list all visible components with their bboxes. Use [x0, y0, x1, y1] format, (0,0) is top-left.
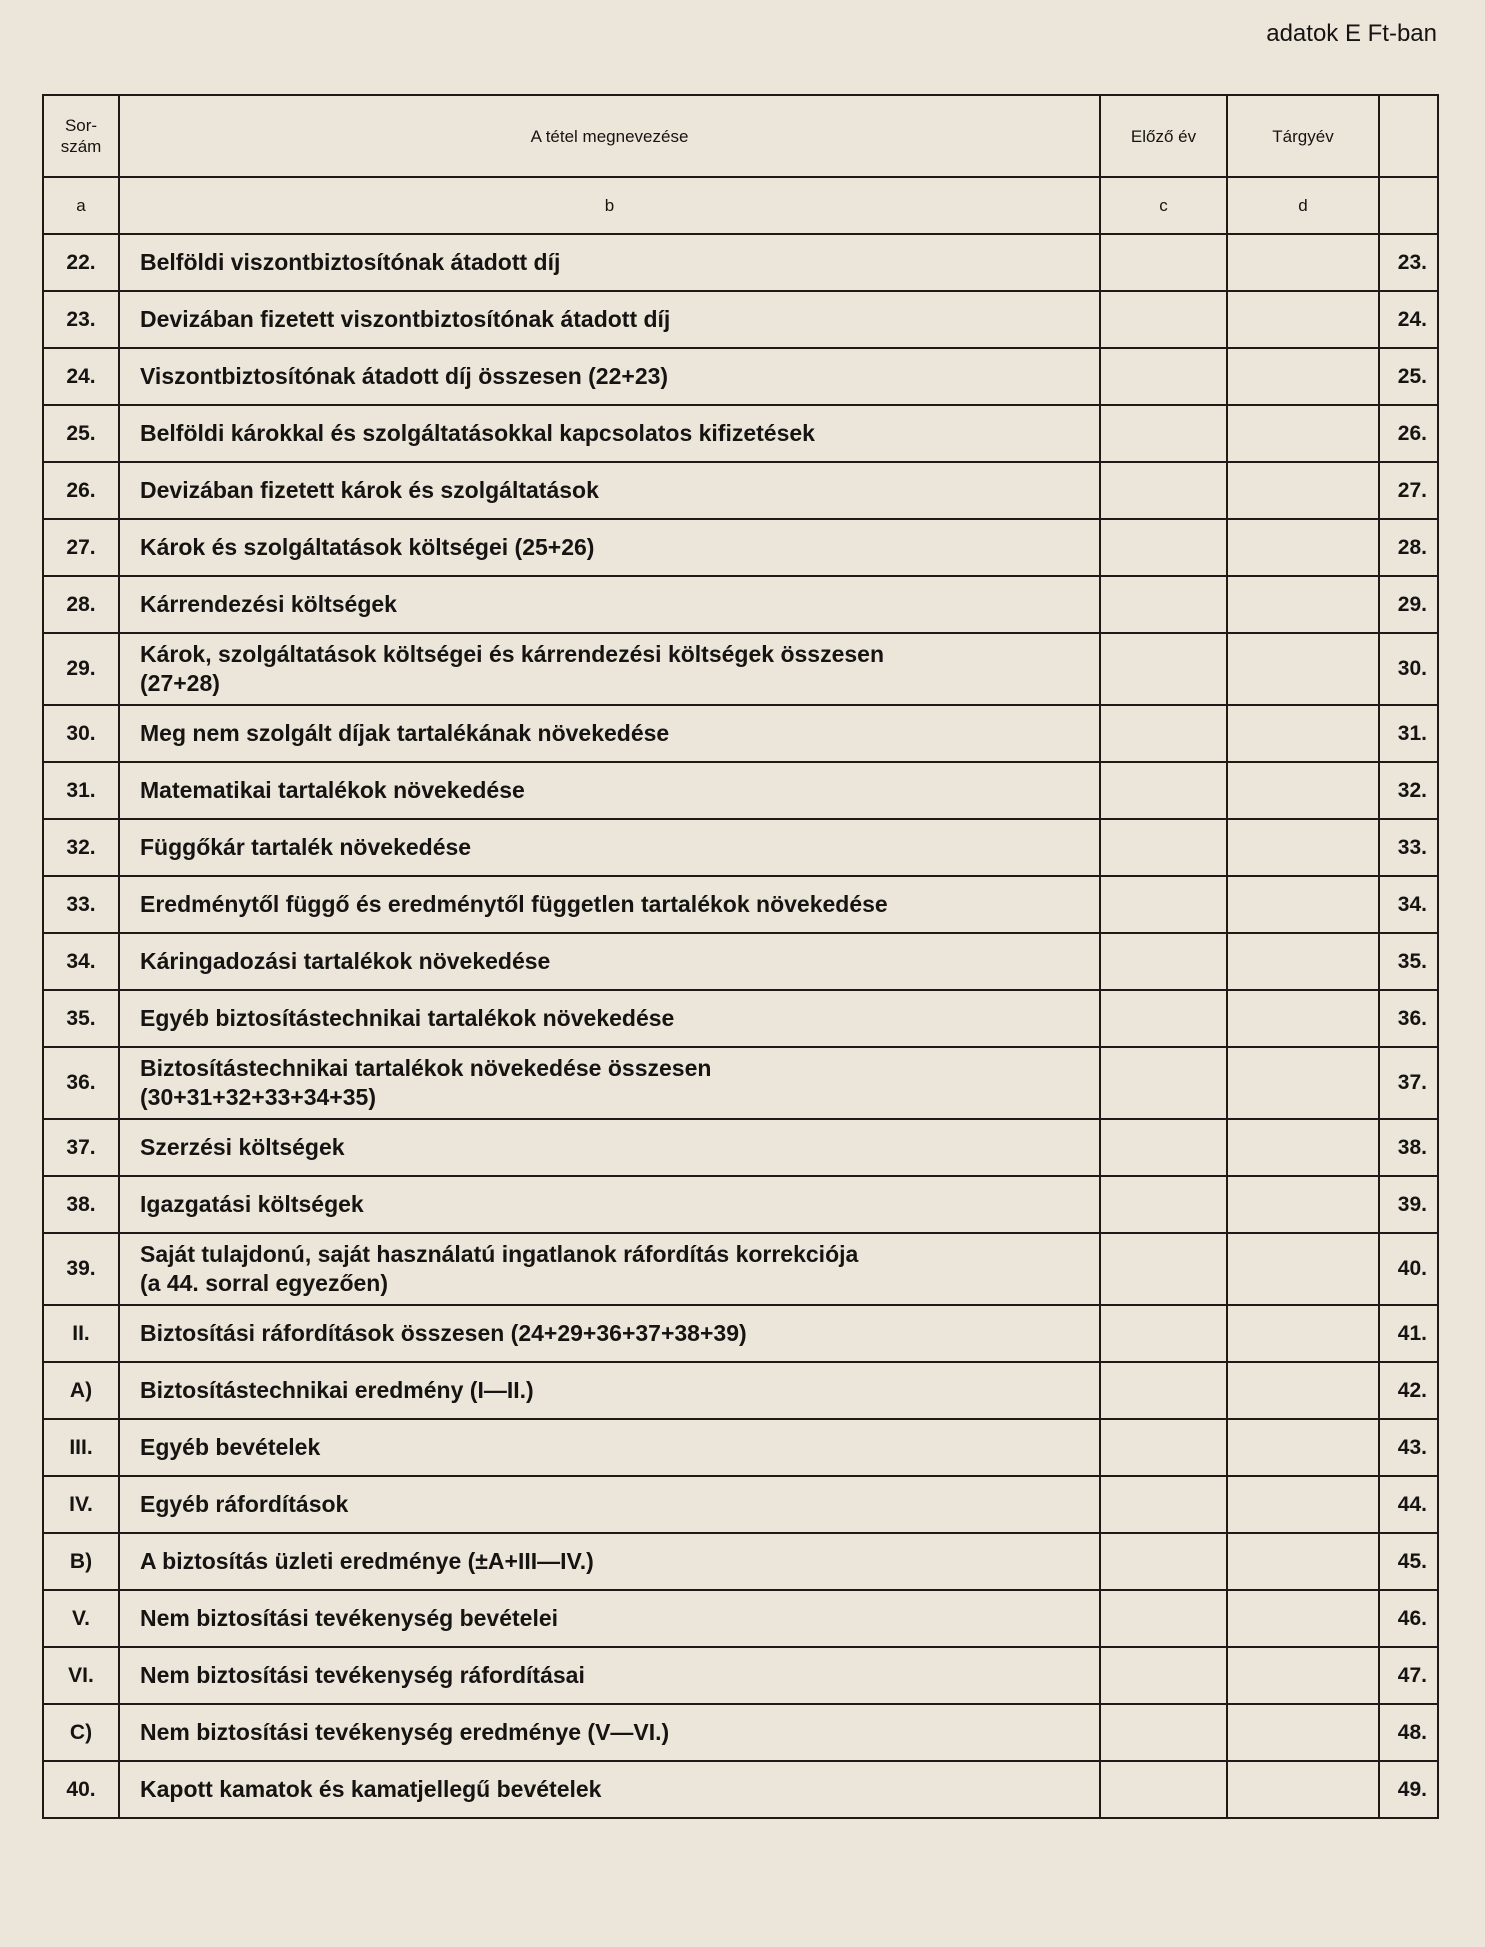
current-year-value: [1227, 1533, 1379, 1590]
row-number: 33.: [43, 876, 119, 933]
row-item-name: Eredménytől függő és eredménytől független tartalékok növekedése: [119, 876, 1100, 933]
row-number: 39.: [43, 1233, 119, 1305]
row-item-name: Egyéb biztosítástechnikai tartalékok növekedése: [119, 990, 1100, 1047]
previous-year-value: [1100, 633, 1227, 705]
row-item-name: Függőkár tartalék növekedése: [119, 819, 1100, 876]
current-year-value: [1227, 234, 1379, 291]
table-row: [43, 1419, 1438, 1476]
table-row: [43, 876, 1438, 933]
row-line-number: 43.: [1379, 1419, 1438, 1476]
row-line-number: 45.: [1379, 1533, 1438, 1590]
row-line-number: 44.: [1379, 1476, 1438, 1533]
row-line-number: 46.: [1379, 1590, 1438, 1647]
row-number: VI.: [43, 1647, 119, 1704]
current-year-value: [1227, 1233, 1379, 1305]
row-line-number: 26.: [1379, 405, 1438, 462]
row-line-number: 27.: [1379, 462, 1438, 519]
table-row: [43, 1362, 1438, 1419]
unit-note: adatok E Ft-ban: [1266, 20, 1437, 47]
row-number: 29.: [43, 633, 119, 705]
table-row: [43, 1176, 1438, 1233]
table-row: [43, 819, 1438, 876]
row-line-number: 33.: [1379, 819, 1438, 876]
column-letter-empty: [1379, 177, 1438, 234]
row-number: 24.: [43, 348, 119, 405]
row-number: II.: [43, 1305, 119, 1362]
previous-year-value: [1100, 705, 1227, 762]
row-number: 26.: [43, 462, 119, 519]
row-number: IV.: [43, 1476, 119, 1533]
previous-year-value: [1100, 1233, 1227, 1305]
table-row: [43, 519, 1438, 576]
previous-year-value: [1100, 762, 1227, 819]
previous-year-value: [1100, 1119, 1227, 1176]
row-line-number: 32.: [1379, 762, 1438, 819]
row-item-name: Kárrendezési költségek: [119, 576, 1100, 633]
column-letter-c: c: [1100, 177, 1227, 234]
previous-year-value: [1100, 1176, 1227, 1233]
row-line-number: 47.: [1379, 1647, 1438, 1704]
table-row: [43, 291, 1438, 348]
row-item-name: Károk és szolgáltatások költségei (25+26): [119, 519, 1100, 576]
row-item-name: Biztosítástechnikai tartalékok növekedése összesen (30+31+32+33+34+35): [119, 1047, 1100, 1119]
current-year-value: [1227, 348, 1379, 405]
row-number: 27.: [43, 519, 119, 576]
row-number: 34.: [43, 933, 119, 990]
column-letter-b: b: [119, 177, 1100, 234]
previous-year-value: [1100, 348, 1227, 405]
header-previous-year: Előző év: [1100, 95, 1227, 177]
current-year-value: [1227, 462, 1379, 519]
row-line-number: 35.: [1379, 933, 1438, 990]
previous-year-value: [1100, 234, 1227, 291]
row-line-number: 31.: [1379, 705, 1438, 762]
row-line-number: 40.: [1379, 1233, 1438, 1305]
table-row: [43, 1533, 1438, 1590]
current-year-value: [1227, 933, 1379, 990]
table-row: [43, 1305, 1438, 1362]
table-row: [43, 1233, 1438, 1305]
row-line-number: 24.: [1379, 291, 1438, 348]
table-row: [43, 1647, 1438, 1704]
row-number: 36.: [43, 1047, 119, 1119]
current-year-value: [1227, 405, 1379, 462]
current-year-value: [1227, 1176, 1379, 1233]
row-item-name: Devizában fizetett viszontbiztosítónak átadott díj: [119, 291, 1100, 348]
row-line-number: 25.: [1379, 348, 1438, 405]
previous-year-value: [1100, 1590, 1227, 1647]
row-number: V.: [43, 1590, 119, 1647]
column-letter-a: a: [43, 177, 119, 234]
row-item-name: Nem biztosítási tevékenység bevételei: [119, 1590, 1100, 1647]
current-year-value: [1227, 876, 1379, 933]
current-year-value: [1227, 1419, 1379, 1476]
row-item-name: Belföldi károkkal és szolgáltatásokkal kapcsolatos kifizetések: [119, 405, 1100, 462]
row-number: 28.: [43, 576, 119, 633]
previous-year-value: [1100, 990, 1227, 1047]
row-item-name: Káringadozási tartalékok növekedése: [119, 933, 1100, 990]
row-number: 23.: [43, 291, 119, 348]
row-number: III.: [43, 1419, 119, 1476]
row-number: 38.: [43, 1176, 119, 1233]
previous-year-value: [1100, 819, 1227, 876]
row-line-number: 23.: [1379, 234, 1438, 291]
header-sorszam: Sor- szám: [43, 95, 119, 177]
table-row: [43, 705, 1438, 762]
row-item-name: Szerzési költségek: [119, 1119, 1100, 1176]
current-year-value: [1227, 1761, 1379, 1818]
row-item-name: Meg nem szolgált díjak tartalékának növekedése: [119, 705, 1100, 762]
table-row: [43, 1047, 1438, 1119]
table-row: [43, 234, 1438, 291]
header-item-name: [119, 95, 1100, 177]
row-number: 35.: [43, 990, 119, 1047]
row-item-name: Egyéb bevételek: [119, 1419, 1100, 1476]
row-number: 40.: [43, 1761, 119, 1818]
table-row: [43, 576, 1438, 633]
previous-year-value: [1100, 1047, 1227, 1119]
row-number: 32.: [43, 819, 119, 876]
row-line-number: 29.: [1379, 576, 1438, 633]
row-line-number: 34.: [1379, 876, 1438, 933]
previous-year-value: [1100, 405, 1227, 462]
table-row: [43, 1590, 1438, 1647]
previous-year-value: [1100, 1533, 1227, 1590]
row-line-number: 37.: [1379, 1047, 1438, 1119]
row-item-name: Viszontbiztosítónak átadott díj összesen (22+23): [119, 348, 1100, 405]
row-number: C): [43, 1704, 119, 1761]
row-number: 37.: [43, 1119, 119, 1176]
current-year-value: [1227, 519, 1379, 576]
previous-year-value: [1100, 1419, 1227, 1476]
header-current-year: Tárgyév: [1227, 95, 1379, 177]
table-row: [43, 1119, 1438, 1176]
row-line-number: 30.: [1379, 633, 1438, 705]
table-row: [43, 762, 1438, 819]
previous-year-value: [1100, 519, 1227, 576]
row-item-name: Kapott kamatok és kamatjellegű bevételek: [119, 1761, 1100, 1818]
table-row: [43, 348, 1438, 405]
current-year-value: [1227, 633, 1379, 705]
current-year-value: [1227, 1305, 1379, 1362]
row-number: 31.: [43, 762, 119, 819]
previous-year-value: [1100, 933, 1227, 990]
current-year-value: [1227, 1704, 1379, 1761]
header-item-name-text: A tétel megnevezése: [530, 126, 689, 146]
previous-year-value: [1100, 1476, 1227, 1533]
column-letter-row: [43, 177, 1438, 234]
previous-year-value: [1100, 1761, 1227, 1818]
table-row: [43, 405, 1438, 462]
row-line-number: 36.: [1379, 990, 1438, 1047]
current-year-value: [1227, 1476, 1379, 1533]
row-item-name: A biztosítás üzleti eredménye (±A+III—IV.): [119, 1533, 1100, 1590]
row-item-name: Belföldi viszontbiztosítónak átadott díj: [119, 234, 1100, 291]
row-item-name: Saját tulajdonú, saját használatú ingatlanok ráfordítás korrekciója (a 44. sorral egyezően): [119, 1233, 1100, 1305]
current-year-value: [1227, 819, 1379, 876]
previous-year-value: [1100, 1647, 1227, 1704]
row-item-name: Devizában fizetett károk és szolgáltatások: [119, 462, 1100, 519]
row-number: 25.: [43, 405, 119, 462]
current-year-value: [1227, 1647, 1379, 1704]
report-table: [42, 94, 1439, 1819]
previous-year-value: [1100, 1305, 1227, 1362]
row-item-name: Egyéb ráfordítások: [119, 1476, 1100, 1533]
previous-year-value: [1100, 462, 1227, 519]
previous-year-value: [1100, 291, 1227, 348]
previous-year-value: [1100, 876, 1227, 933]
row-line-number: 41.: [1379, 1305, 1438, 1362]
previous-year-value: [1100, 1362, 1227, 1419]
current-year-value: [1227, 1119, 1379, 1176]
current-year-value: [1227, 1590, 1379, 1647]
current-year-value: [1227, 291, 1379, 348]
table-row: [43, 1476, 1438, 1533]
row-number: 22.: [43, 234, 119, 291]
table-row: [43, 990, 1438, 1047]
row-line-number: 49.: [1379, 1761, 1438, 1818]
row-number: B): [43, 1533, 119, 1590]
previous-year-value: [1100, 1704, 1227, 1761]
table-row: [43, 933, 1438, 990]
header-row: [43, 95, 1438, 177]
row-line-number: 48.: [1379, 1704, 1438, 1761]
current-year-value: [1227, 576, 1379, 633]
row-line-number: 28.: [1379, 519, 1438, 576]
row-line-number: 42.: [1379, 1362, 1438, 1419]
current-year-value: [1227, 1047, 1379, 1119]
header-empty-cell: [1379, 95, 1438, 177]
row-line-number: 38.: [1379, 1119, 1438, 1176]
table-row: [43, 462, 1438, 519]
table-row: [43, 633, 1438, 705]
row-item-name: Matematikai tartalékok növekedése: [119, 762, 1100, 819]
current-year-value: [1227, 705, 1379, 762]
table-row: [43, 1704, 1438, 1761]
previous-year-value: [1100, 576, 1227, 633]
row-item-name: Biztosítási ráfordítások összesen (24+29+36+37+38+39): [119, 1305, 1100, 1362]
row-line-number: 39.: [1379, 1176, 1438, 1233]
current-year-value: [1227, 990, 1379, 1047]
row-number: 30.: [43, 705, 119, 762]
row-item-name: Nem biztosítási tevékenység ráfordításai: [119, 1647, 1100, 1704]
row-number: A): [43, 1362, 119, 1419]
current-year-value: [1227, 1362, 1379, 1419]
row-item-name: Nem biztosítási tevékenység eredménye (V—VI.): [119, 1704, 1100, 1761]
row-item-name: Biztosítástechnikai eredmény (I—II.): [119, 1362, 1100, 1419]
row-item-name: Károk, szolgáltatások költségei és kárrendezési költségek összesen (27+28): [119, 633, 1100, 705]
column-letter-d: d: [1227, 177, 1379, 234]
table-row: [43, 1761, 1438, 1818]
row-item-name: Igazgatási költségek: [119, 1176, 1100, 1233]
current-year-value: [1227, 762, 1379, 819]
